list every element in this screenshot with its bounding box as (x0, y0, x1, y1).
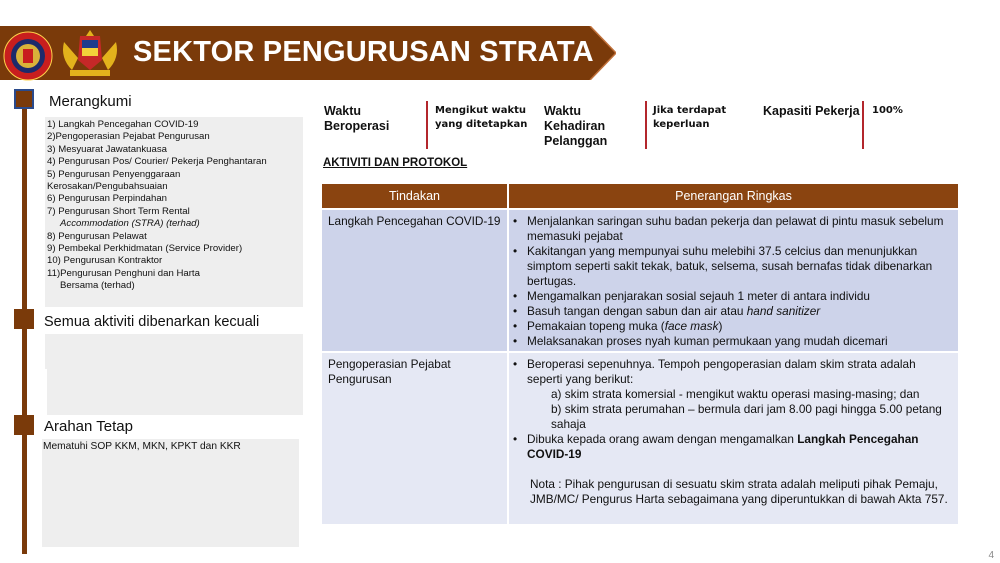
item-text: Dibuka kepada orang awam dengan mengamalkan (527, 432, 794, 446)
kapasiti-label: Kapasiti Pekerja (763, 104, 860, 118)
waktu-kehadiran-value: Jika terdapat keperluan (653, 105, 727, 130)
tindakan-cell: Pengoperasian Pejabat Pengurusan (328, 357, 451, 386)
item-italic: hand sanitizer (746, 304, 821, 318)
list-item: 9) Pembekal Perkhidmatan (Service Provider) (47, 243, 243, 255)
list-item: 7) Pengurusan Short Term Rental (47, 205, 190, 217)
penerangan-list (509, 353, 958, 387)
list-item: • Kakitangan yang mempunyai suhu melebihi 37.5 celcius dan menunjukkan simptom seperti sakit tekak, batuk, selsema, susah bernafas tidak dibenarkan bertugas. (509, 244, 950, 289)
list-item: 1) Langkah Pencegahan COVID-19 (47, 119, 199, 130)
semua-heading: Semua aktiviti dibenarkan kecuali (44, 314, 260, 330)
table-header-penerangan: Penerangan Ringkas (509, 184, 958, 208)
table-row (509, 353, 958, 524)
list-item: • Beroperasi sepenuhnya. Tempoh pengoperasian dalam skim strata adalah seperti yang berikut: (509, 357, 950, 387)
waktu-beroperasi-label: Waktu Beroperasi (324, 104, 390, 133)
divider (645, 101, 647, 149)
page-number: 4 (988, 550, 994, 561)
list-item: 4) Pengurusan Pos/ Courier/ Pekerja Penghantaran (47, 156, 267, 168)
tindakan-cell: Langkah Pencegahan COVID-19 (328, 214, 501, 228)
item-text: ) (718, 319, 723, 333)
aktiviti-heading: AKTIVITI DAN PROTOKOL (323, 157, 468, 169)
list-item: Accommodation (STRA) (terhad) (60, 218, 200, 230)
coat-of-arms-icon (58, 28, 122, 78)
arahan-panel (42, 439, 299, 547)
timeline-line (22, 108, 27, 554)
list-item: 11)Pengurusan Penghuni dan Harta (47, 267, 200, 279)
sub-item: a) skim strata komersial - mengikut waktu operasi masing-masing; dan (551, 387, 920, 401)
item-italic: face mask (664, 319, 719, 333)
list-item: • Menjalankan saringan suhu badan pekerja dan pelawat di pintu masuk sebelum memasuki pejabat (509, 214, 950, 244)
divider (426, 101, 428, 149)
list-item: • Melaksanakan proses nyah kuman permukaan yang mudah dicemari (509, 334, 950, 349)
page-title: SEKTOR PENGURUSAN STRATA (133, 36, 594, 68)
sub-item: b) skim strata perumahan – bermula dari jam 8.00 pagi hingga 5.00 petang sahaja (551, 402, 942, 431)
semua-panel-top (45, 334, 303, 369)
timeline-marker (14, 89, 34, 109)
table-header-tindakan: Tindakan (322, 184, 507, 208)
merangkumi-list (47, 119, 267, 293)
arahan-heading: Arahan Tetap (44, 418, 133, 435)
list-item: Kerosakan/Pengubahsuaian (47, 181, 168, 193)
arahan-text: Mematuhi SOP KKM, MKN, KPKT dan KKR (43, 441, 241, 452)
note-text: Nota : Pihak pengurusan di sesuatu skim strata adalah meliputi pihak Pemaju, JMB/MC/ Pengurus Harta sebagaimana yang diperuntukkan di bawah Akta 757. (530, 477, 948, 506)
list-item (509, 319, 950, 334)
table-row (509, 210, 958, 351)
item-text: Pemakaian topeng muka ( (527, 319, 665, 333)
list-item: 10) Pengurusan Kontraktor (47, 255, 163, 267)
waktu-beroperasi-value: Mengikut waktu yang ditetapkan (435, 105, 528, 130)
divider (862, 101, 864, 149)
penerangan-list (509, 432, 958, 462)
bomba-seal-icon (3, 31, 53, 81)
list-item: 8) Pengurusan Pelawat (47, 230, 147, 242)
semua-panel-bottom (47, 369, 303, 415)
item-bold: Langkah Pencegahan COVID-19 (527, 432, 919, 461)
list-item: 5) Pengurusan Penyenggaraan (47, 168, 181, 180)
list-item (509, 304, 950, 319)
list-item (509, 432, 950, 462)
list-item: Bersama (terhad) (60, 280, 135, 292)
table-row (322, 353, 507, 524)
kapasiti-value: 100% (872, 105, 903, 116)
list-item: 2)Pengoperasian Pejabat Pengurusan (47, 131, 210, 143)
timeline-marker (14, 415, 34, 435)
list-item: 3) Mesyuarat Jawatankuasa (47, 143, 167, 155)
table-row (322, 210, 507, 351)
list-item: • Mengamalkan penjarakan sosial sejauh 1 meter di antara individu (509, 289, 950, 304)
item-text: Basuh tangan dengan sabun dan air atau (527, 304, 744, 318)
merangkumi-heading: Merangkumi (49, 93, 132, 110)
penerangan-list (509, 210, 958, 349)
list-item: 6) Pengurusan Perpindahan (47, 193, 168, 205)
timeline-marker (14, 309, 34, 329)
waktu-kehadiran-label: Waktu Kehadiran Pelanggan (544, 104, 608, 148)
